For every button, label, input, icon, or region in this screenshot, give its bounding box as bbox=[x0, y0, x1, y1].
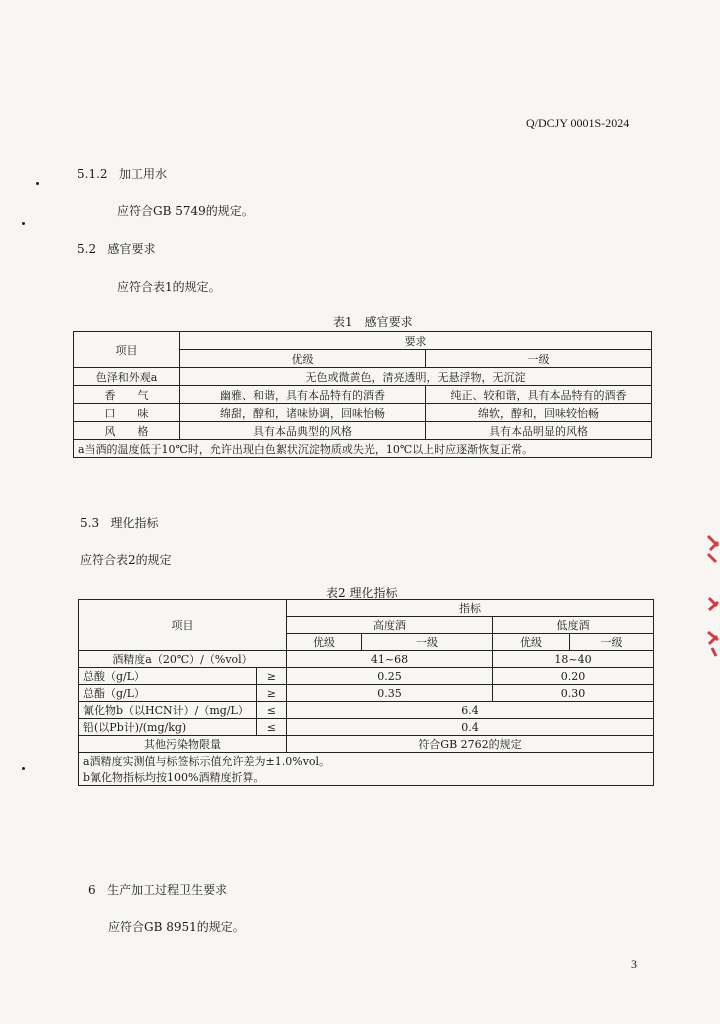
table1-footnote: a当酒的温度低于10℃时，允许出现白色絮状沉淀物质或失光，10℃以上时应逐渐恢复正常。 bbox=[74, 440, 652, 458]
seal-stamp-fragment bbox=[706, 532, 720, 678]
red-seal-icon bbox=[706, 532, 720, 672]
table2-row-item: 铅(以Pb计)/(mg/kg) bbox=[79, 719, 257, 736]
table-row bbox=[74, 404, 652, 422]
table-row bbox=[79, 702, 654, 719]
table1-caption: 表1 感官要求 bbox=[333, 315, 413, 329]
table2-footnote-a: a酒精度实测值与标签标示值允许差为±1.0%vol。 bbox=[79, 753, 654, 770]
table1-row-first: 绵软，醇和，回味较怡畅 bbox=[426, 404, 652, 422]
table2-row-low: 18~40 bbox=[493, 651, 654, 668]
table1-row-item: 口 味 bbox=[74, 404, 180, 422]
table2-row-item: 酒精度a（20℃）/（%vol） bbox=[79, 651, 287, 668]
table-row bbox=[79, 668, 654, 685]
table-row bbox=[74, 386, 652, 404]
table2-header-high-alcohol: 高度酒 bbox=[287, 617, 493, 634]
table2-row-symbol: ≤ bbox=[257, 702, 287, 719]
table2-row-item: 氰化物b（以HCN计）/（mg/L） bbox=[79, 702, 257, 719]
table2-row-item: 其他污染物限量 bbox=[79, 736, 287, 753]
table2-row-low: 0.30 bbox=[493, 685, 654, 702]
table1-row-item: 香 气 bbox=[74, 386, 180, 404]
section-title: 感官要求 bbox=[107, 242, 156, 256]
section-5-3-text: 应符合表2的规定 bbox=[80, 553, 172, 567]
section-5-1-2-text: 应符合GB 5749的规定。 bbox=[117, 204, 254, 218]
margin-mark bbox=[36, 182, 39, 185]
section-number: 5.1.2 bbox=[77, 167, 108, 181]
section-5-3-heading bbox=[80, 514, 159, 531]
table1-header-premium: 优级 bbox=[180, 350, 426, 368]
table2-row-symbol: ≥ bbox=[257, 685, 287, 702]
table2-header-high-premium: 优级 bbox=[287, 634, 362, 651]
table1-header-first: 一级 bbox=[426, 350, 652, 368]
table-row bbox=[79, 651, 654, 668]
table2-row-high: 0.35 bbox=[287, 685, 493, 702]
section-5-1-2-heading bbox=[77, 165, 167, 182]
section-number: 5.3 bbox=[80, 516, 100, 530]
table1-row-first: 具有本品明显的风格 bbox=[426, 422, 652, 440]
section-title: 生产加工过程卫生要求 bbox=[107, 883, 228, 897]
margin-mark bbox=[22, 767, 25, 770]
table2-header-index: 指标 bbox=[287, 600, 654, 617]
table1-row-first: 纯正、较和谐，具有本品特有的酒香 bbox=[426, 386, 652, 404]
table1-header-item: 项目 bbox=[74, 332, 180, 368]
table1-sensory-requirements bbox=[73, 331, 652, 458]
section-number: 6 bbox=[88, 883, 96, 897]
table2-header-low-first: 一级 bbox=[570, 634, 654, 651]
page-number: 3 bbox=[631, 957, 637, 971]
table1-row-premium: 绵甜，醇和，诸味协调，回味怡畅 bbox=[180, 404, 426, 422]
table1-header-requirement: 要求 bbox=[180, 332, 652, 350]
table2-row-value: 0.4 bbox=[287, 719, 654, 736]
table2-header-low-alcohol: 低度酒 bbox=[493, 617, 654, 634]
table-row bbox=[79, 736, 654, 753]
section-6-text: 应符合GB 8951的规定。 bbox=[108, 920, 245, 934]
table2-row-symbol: ≤ bbox=[257, 719, 287, 736]
table1-row-item: 风 格 bbox=[74, 422, 180, 440]
table2-header-item: 项目 bbox=[79, 600, 287, 651]
table2-row-low: 0.20 bbox=[493, 668, 654, 685]
document-number: Q/DCJY 0001S-2024 bbox=[526, 116, 630, 130]
table1-row-merged-value: 无色或微黄色，清亮透明，无悬浮物，无沉淀 bbox=[180, 368, 652, 386]
table2-row-item: 总酸（g/L） bbox=[79, 668, 257, 685]
table2-physicochemical-indicators bbox=[78, 599, 654, 786]
table2-header-low-premium: 优级 bbox=[493, 634, 570, 651]
table2-row-value: 6.4 bbox=[287, 702, 654, 719]
table2-row-high: 0.25 bbox=[287, 668, 493, 685]
margin-mark bbox=[22, 222, 25, 225]
table2-row-symbol: ≥ bbox=[257, 668, 287, 685]
table2-footnote-b: b氰化物指标均按100%酒精度折算。 bbox=[79, 769, 654, 786]
table1-row-premium: 幽雅、和谐，具有本品特有的酒香 bbox=[180, 386, 426, 404]
section-5-2-text: 应符合表1的规定。 bbox=[117, 280, 221, 294]
table-row bbox=[79, 719, 654, 736]
table2-row-value: 符合GB 2762的规定 bbox=[287, 736, 654, 753]
section-title: 理化指标 bbox=[110, 516, 159, 530]
table2-row-item: 总酯（g/L） bbox=[79, 685, 257, 702]
table-row bbox=[74, 422, 652, 440]
table2-header-high-first: 一级 bbox=[362, 634, 493, 651]
section-5-2-heading bbox=[77, 240, 156, 257]
table1-row-item: 色泽和外观a bbox=[74, 368, 180, 386]
section-title: 加工用水 bbox=[119, 167, 168, 181]
table2-caption: 表2 理化指标 bbox=[326, 586, 398, 600]
section-6-heading bbox=[88, 881, 227, 898]
table-row bbox=[79, 685, 654, 702]
section-number: 5.2 bbox=[77, 242, 97, 256]
table1-row-premium: 具有本品典型的风格 bbox=[180, 422, 426, 440]
table2-row-high: 41~68 bbox=[287, 651, 493, 668]
table-row bbox=[74, 368, 652, 386]
